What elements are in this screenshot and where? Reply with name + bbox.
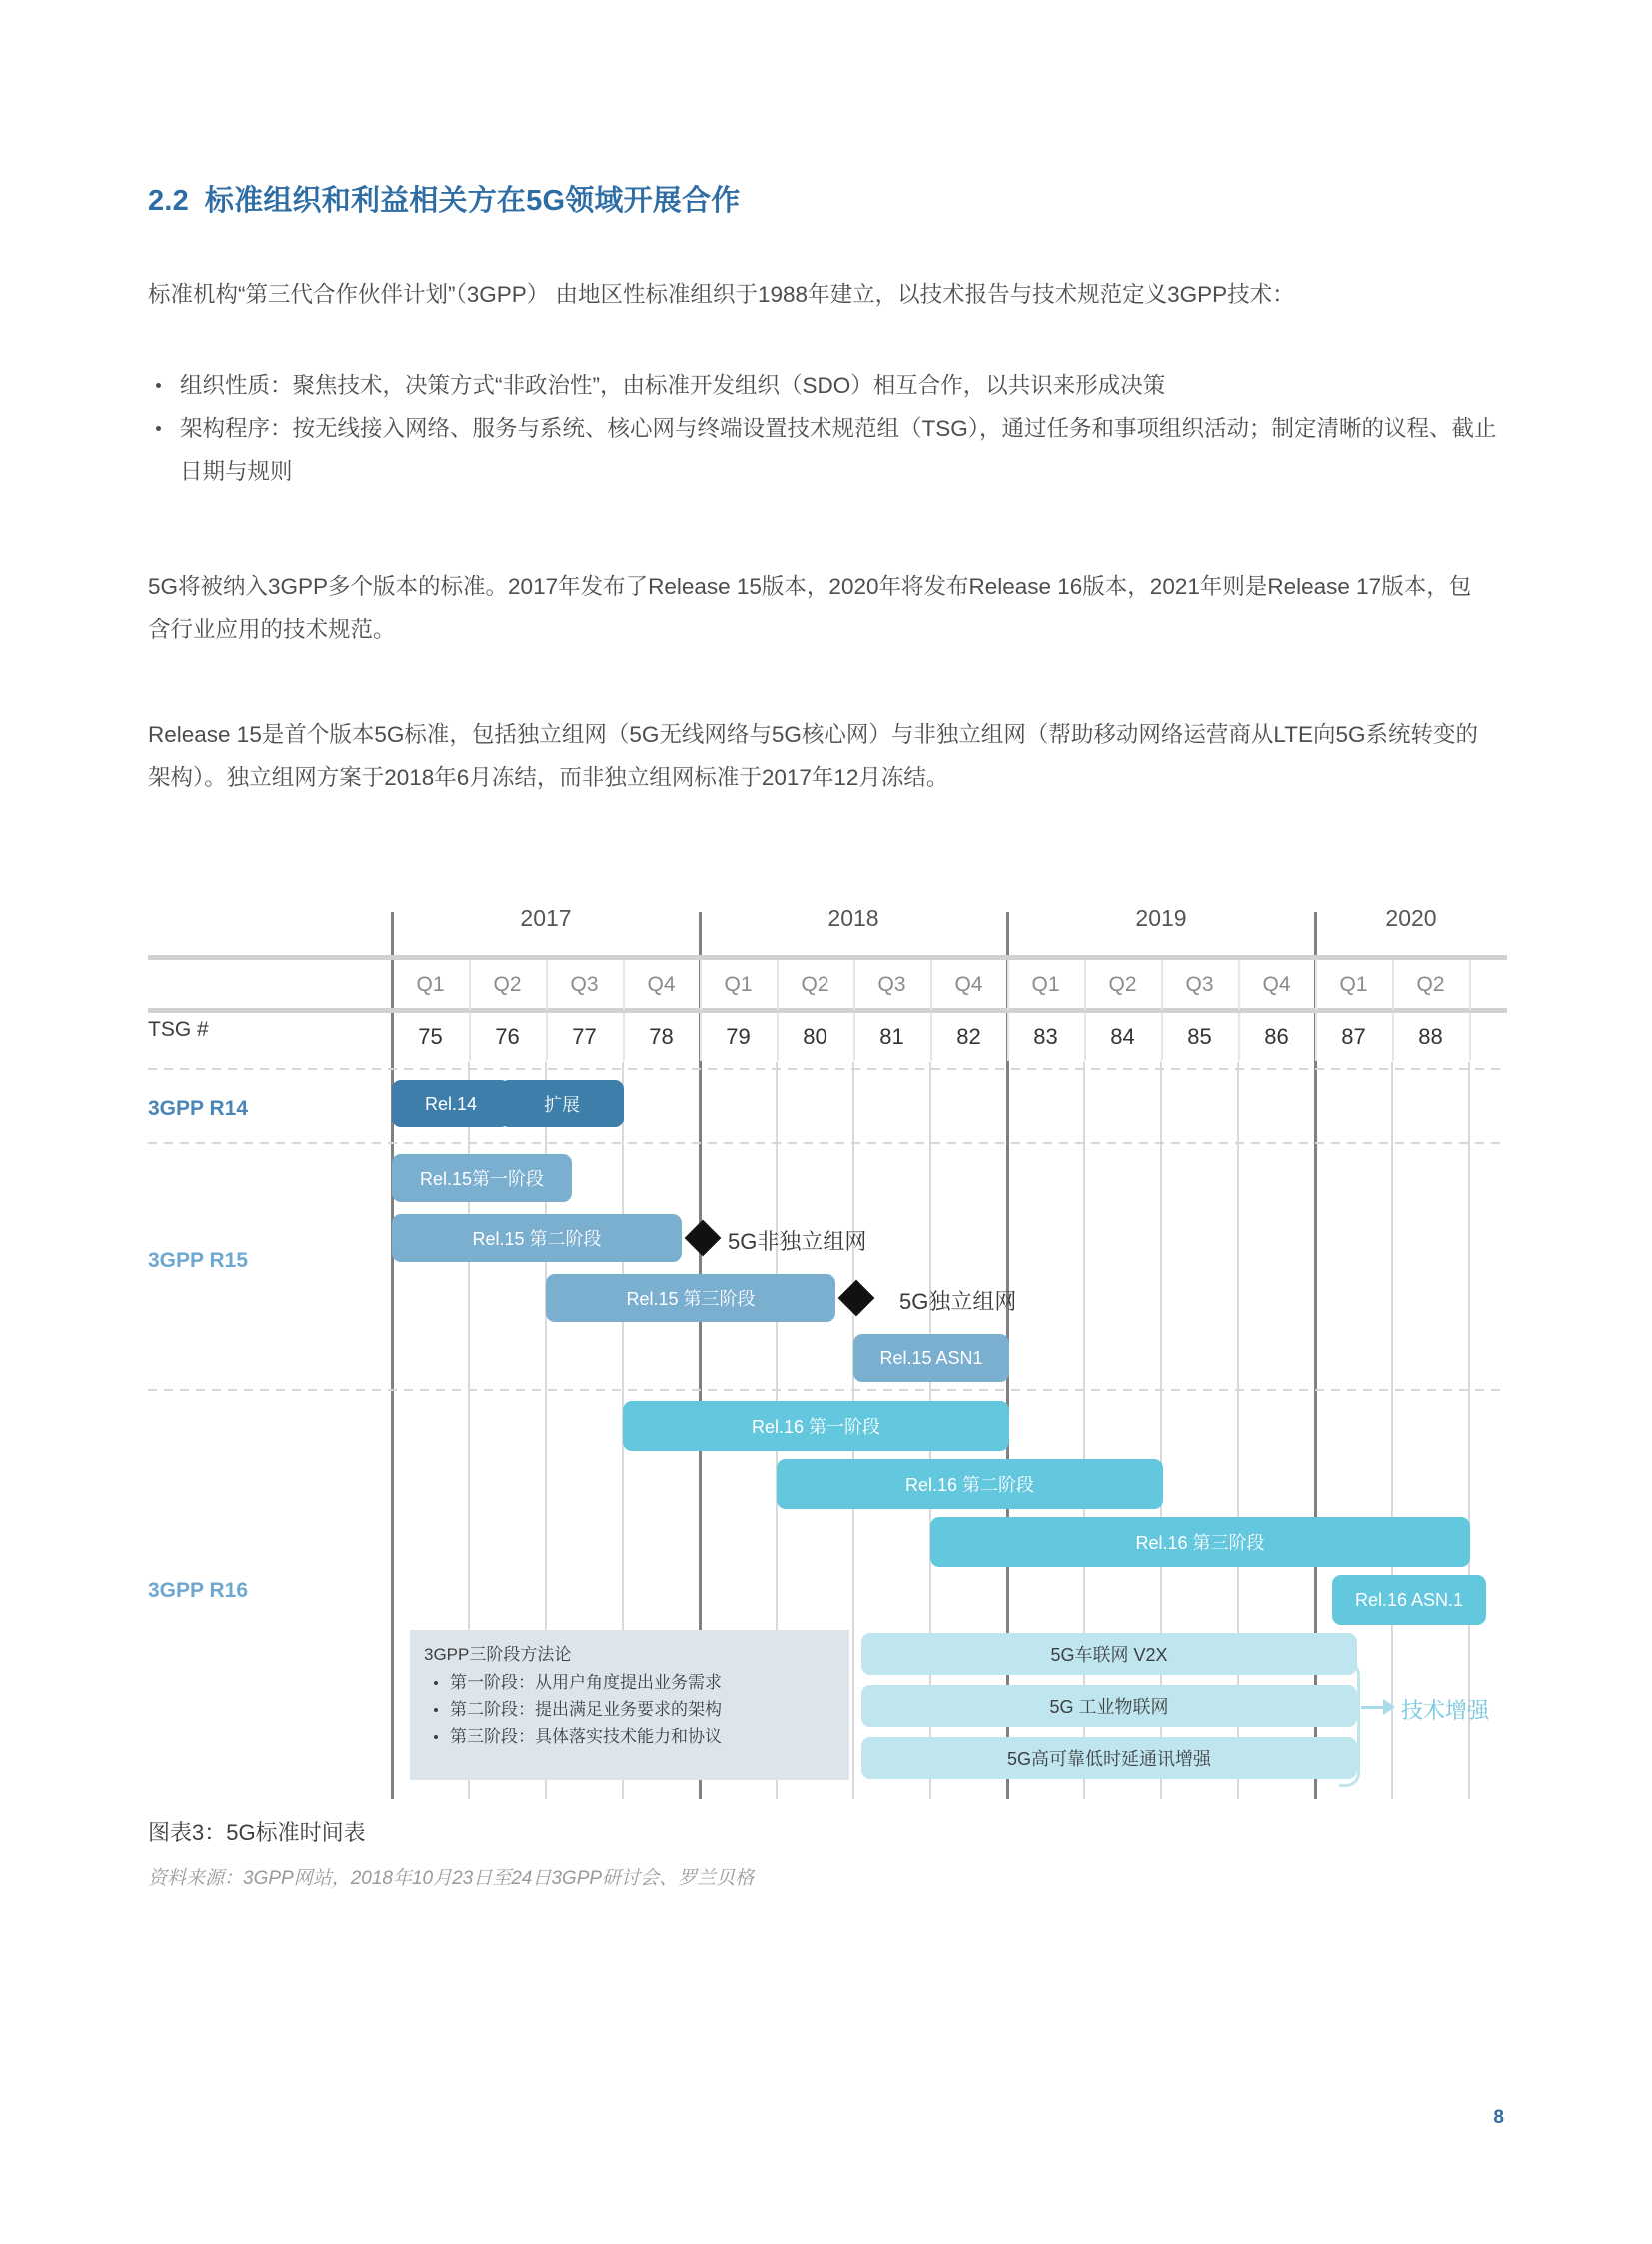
- section-number: 2.2: [148, 185, 189, 217]
- paragraph-1: 标准机构“第三代合作伙伴计划”（3GPP） 由地区性标准组织于1988年建立，以技术报告与技术规范定义3GPP技术：: [148, 282, 1295, 307]
- tsg-number: 75: [392, 1013, 471, 1061]
- tsg-number: 84: [1084, 1013, 1163, 1061]
- quarter-header: Q3: [1161, 960, 1240, 1010]
- year-label: 2020: [1385, 905, 1437, 931]
- row-separator: [148, 1142, 1507, 1144]
- row-label-r14: 3GPP R14: [148, 1097, 249, 1120]
- year-label: 2019: [1135, 905, 1187, 931]
- milestone-diamond: [838, 1280, 875, 1317]
- year-label: 2017: [520, 905, 572, 931]
- quarter-header: Q1: [1315, 960, 1394, 1010]
- row-label-r15: 3GPP R15: [148, 1249, 249, 1272]
- annotation-label: 技术增强: [1401, 1698, 1490, 1723]
- tsg-row-label: TSG #: [148, 1018, 209, 1041]
- annotation-arrow-head: [1383, 1699, 1395, 1715]
- gantt-bar[interactable]: 5G车联网 V2X: [861, 1633, 1357, 1675]
- page-number: 8: [1493, 2107, 1504, 2128]
- gantt-bar[interactable]: Rel.14: [392, 1080, 510, 1127]
- tsg-number: 85: [1161, 1013, 1240, 1061]
- tsg-number: 77: [546, 1013, 625, 1061]
- section-title: 标准组织和利益相关方在5G领域开展合作: [204, 185, 741, 217]
- quarter-gridline: [1391, 1062, 1393, 1799]
- methodology-item: 第一阶段：从用户角度提出业务需求: [424, 1669, 835, 1696]
- quarter-header: Q1: [1007, 960, 1086, 1010]
- list-item: 架构程序：按无线接入网络、服务与系统、核心网与终端设置技术规范组（TSG），通过任务和事项组织活动；制定清晰的议程、截止日期与规则: [148, 407, 1507, 493]
- bullet-list: [148, 364, 1507, 493]
- tsg-number: 79: [700, 1013, 779, 1061]
- tsg-number: 76: [469, 1013, 548, 1061]
- annotation-arrow-line: [1361, 1706, 1383, 1709]
- milestone-label: 5G独立组网: [899, 1289, 1017, 1314]
- quarter-header: Q4: [1238, 960, 1317, 1010]
- gantt-bar[interactable]: 扩展: [500, 1080, 624, 1127]
- quarter-header: Q2: [1392, 960, 1471, 1010]
- tsg-number: 83: [1007, 1013, 1086, 1061]
- methodology-item: 第二阶段：提出满足业务要求的架构: [424, 1696, 835, 1723]
- gantt-bar[interactable]: 5G高可靠低时延通讯增强: [861, 1737, 1357, 1779]
- paragraph-2: 5G将被纳入3GPP多个版本的标准。2017年发布了Release 15版本，2020年将发布Release 16版本，2021年则是Release 17版本，包含行业应用的技术规范。: [148, 574, 1472, 642]
- page-title: [148, 178, 740, 219]
- row-separator: [148, 1068, 1507, 1070]
- tsg-number: 81: [853, 1013, 932, 1061]
- gantt-bar[interactable]: Rel.16 第一阶段: [623, 1401, 1009, 1451]
- paragraph-3: Release 15是首个版本5G标准，包括独立组网（5G无线网络与5G核心网）与非独立组网（帮助移动网络运营商从LTE向5G系统转变的架构）。独立组网方案于2018年6月冻结，而非独立组网标准于2017年12月冻结。: [148, 722, 1478, 790]
- tsg-number: 80: [777, 1013, 855, 1061]
- methodology-box: [410, 1630, 849, 1780]
- gantt-bar[interactable]: Rel.15 第三阶段: [546, 1274, 835, 1322]
- gantt-bar[interactable]: Rel.16 第二阶段: [777, 1459, 1163, 1509]
- tsg-number: 78: [623, 1013, 702, 1061]
- figure-caption: 图表3：5G标准时间表: [148, 1820, 366, 1845]
- row-separator: [148, 1389, 1507, 1391]
- quarter-header: Q2: [1084, 960, 1163, 1010]
- quarter-header: Q2: [777, 960, 855, 1010]
- quarter-header: Q1: [392, 960, 471, 1010]
- tsg-number: 88: [1392, 1013, 1471, 1061]
- row-label-r16: 3GPP R16: [148, 1579, 249, 1602]
- quarter-header: Q3: [546, 960, 625, 1010]
- gantt-bar[interactable]: Rel.16 ASN.1: [1332, 1575, 1486, 1625]
- quarter-header: Q1: [700, 960, 779, 1010]
- year-label: 2018: [827, 905, 879, 931]
- list-item: 组织性质：聚焦技术，决策方式“非政治性”，由标准开发组织（SDO）相互合作，以共识来形成决策: [148, 364, 1507, 407]
- quarter-header: Q2: [469, 960, 548, 1010]
- figure-source: 资料来源：3GPP网站，2018年10月23日至24日3GPP研讨会、罗兰贝格: [148, 1868, 755, 1889]
- methodology-item: 第三阶段：具体落实技术能力和协议: [424, 1723, 835, 1750]
- quarter-header: Q4: [623, 960, 702, 1010]
- quarter-header: Q3: [853, 960, 932, 1010]
- gantt-bar[interactable]: Rel.15 ASN1: [853, 1334, 1009, 1382]
- milestone-label: 5G非独立组网: [728, 1229, 867, 1254]
- tsg-number: 82: [930, 1013, 1009, 1061]
- brace: [1339, 1661, 1360, 1787]
- quarter-header: Q4: [930, 960, 1009, 1010]
- tsg-number: 86: [1238, 1013, 1317, 1061]
- gantt-bar[interactable]: Rel.16 第三阶段: [930, 1517, 1470, 1567]
- methodology-title: 3GPP三阶段方法论: [424, 1645, 572, 1664]
- gantt-bar[interactable]: Rel.15 第二阶段: [392, 1214, 682, 1262]
- gantt-bar[interactable]: Rel.15第一阶段: [392, 1154, 572, 1202]
- tsg-number: 87: [1315, 1013, 1394, 1061]
- quarter-gridline: [1468, 1062, 1470, 1799]
- milestone-diamond: [685, 1220, 722, 1257]
- gantt-bar[interactable]: 5G 工业物联网: [861, 1685, 1357, 1727]
